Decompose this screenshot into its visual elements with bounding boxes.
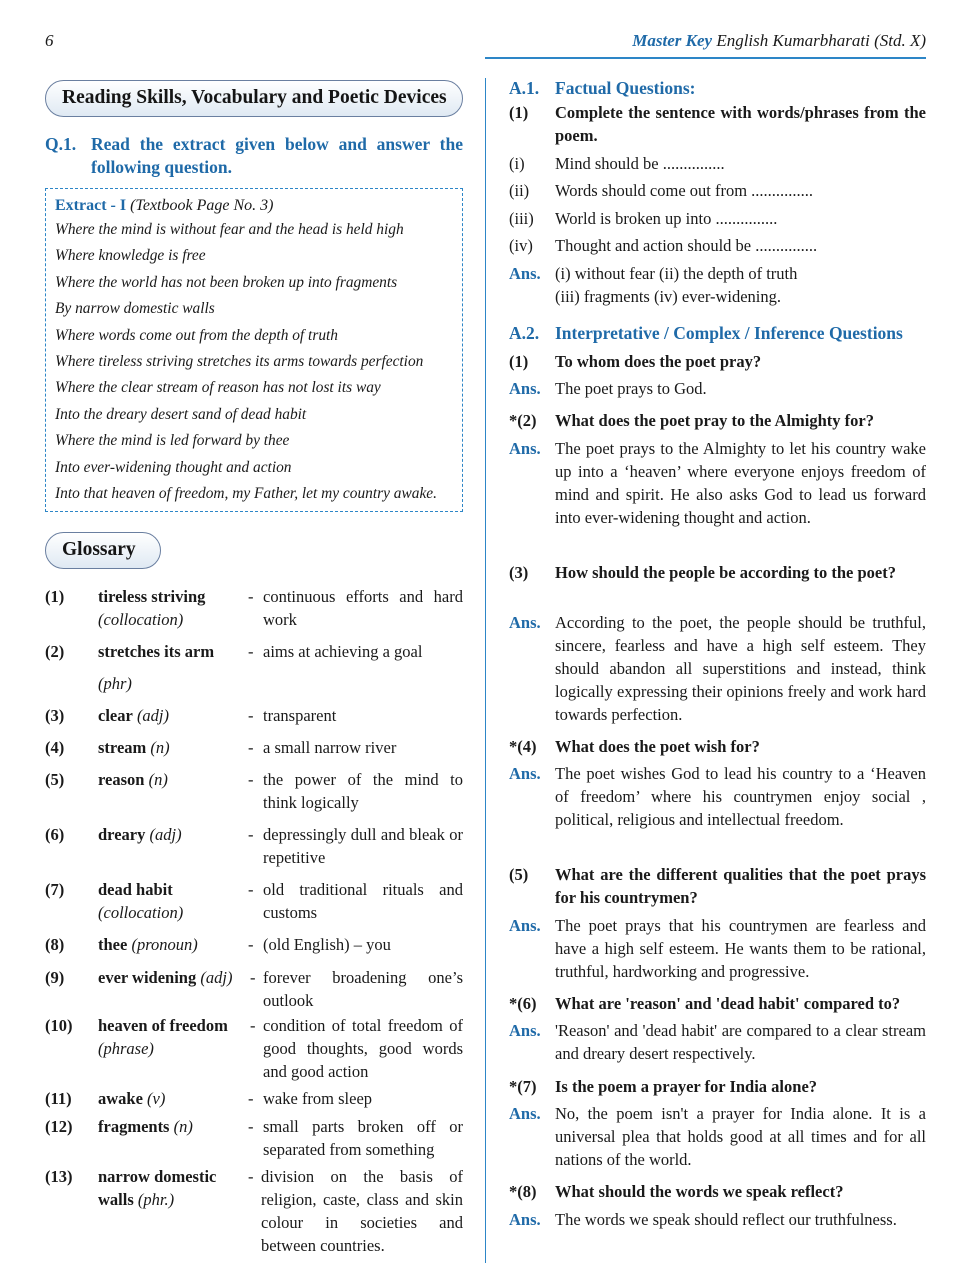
question-1 [45,133,463,179]
item-number: (iii) [509,209,534,228]
section-title: Interpretative / Complex / Inference Questions [555,323,903,343]
part-of-speech: (pronoun) [131,935,198,954]
glossary-definition: (old English) – you [263,935,391,954]
part-of-speech: (adj) [136,706,170,725]
question-text: Is the poem a prayer for India alone? [555,1077,818,1096]
glossary-term: heaven of freedom (phrase) [98,1014,253,1060]
question-text: How should the people be according to the poet? [555,563,897,582]
answer-text: The poet prays that his countrymen are fearless and have a high self esteem. He wants them to be rational, truthful, hardworking and progressive. [555,916,926,981]
part-of-speech: (phrase) [98,1039,154,1058]
part-of-speech: (adj) [200,968,233,987]
question-number: (5) [509,865,529,884]
glossary-definition: a small narrow river [263,738,397,757]
glossary-term: reason (n) [98,770,168,789]
answer-label: Ans. [509,916,541,935]
question-text: Read the extract given below and answer the following question. [91,134,463,177]
running-header [632,31,926,51]
glossary-definition: condition of total freedom of good thoughts, good words and good action [263,1016,463,1081]
glossary-dash: - [250,1016,256,1035]
glossary-definition: depressingly dull and bleak or repetitive [263,825,463,867]
glossary-term: fragments (n) [98,1117,193,1136]
glossary-number: (12) [45,1117,73,1136]
glossary-definition: the power of the mind to think logically [263,770,463,812]
question-text: What should the words we speak reflect? [555,1182,844,1201]
answer-label: Ans. [509,439,541,458]
glossary-dash: - [248,587,254,606]
glossary-term: thee (pronoun) [98,935,198,954]
answer-text: No, the poem isn't a prayer for India alone. It is a universal plea that holds good at all times and for all nations of the world. [555,1104,926,1169]
part-of-speech: (n) [148,770,168,789]
section-label: A.1. [509,78,540,98]
glossary-number: (8) [45,935,65,954]
question-number: Q.1. [45,134,77,154]
poem-line: Where the mind is without fear and the head is held high [55,221,404,238]
glossary-number: (5) [45,770,65,789]
answer-label: Ans. [509,1104,541,1123]
task-text: Complete the sentence with words/phrases from the poem. [555,103,926,145]
glossary-definition: wake from sleep [263,1089,373,1108]
header-rule [485,57,926,59]
part-of-speech: (phr.) [137,1190,175,1209]
poem-line: Into ever-widening thought and action [55,458,292,476]
answer-label: Ans. [509,613,541,632]
glossary-number: (3) [45,706,65,725]
glossary-definition: transparent [263,706,337,725]
answer-text: The words we speak should reflect our truthfulness. [555,1210,897,1229]
answer-label: Ans. [509,1021,541,1040]
question-text: To whom does the poet pray? [555,352,762,371]
poem-line: Into the dreary desert sand of dead habit [55,405,307,423]
extract-title [55,195,462,217]
glossary-definition: old traditional rituals and customs [263,880,463,922]
part-of-speech: (collocation) [98,903,184,922]
glossary-term: ever widening (adj) [98,968,233,987]
glossary-number: (7) [45,880,65,899]
poem-line: Into that heaven of freedom, my Father, let my country awake. [55,485,437,503]
brand-name: Master Key [632,31,713,50]
answer-text: The poet prays to God. [555,379,707,398]
extract-box [45,188,463,512]
question-number: *(4) [509,737,537,756]
glossary-dash: - [250,968,256,987]
part-of-speech: (collocation) [98,610,184,629]
page-number: 6 [45,31,54,50]
glossary-dash: - [248,706,254,725]
glossary-definition: aims at achieving a goal [263,642,423,661]
item-number: (iv) [509,236,533,255]
question-number: *(7) [509,1077,537,1096]
glossary-dash: - [248,642,254,661]
part-of-speech: (adj) [149,825,182,844]
extract-reference: (Textbook Page No. 3) [130,197,274,214]
book-title: English Kumarbharati (Std. X) [716,31,926,50]
glossary-dash: - [248,1117,254,1136]
glossary-definition: forever broadening one’s outlook [263,968,463,1010]
question-number: (3) [509,563,529,582]
poem-line: Where knowledge is free [55,247,206,265]
glossary-number: (2) [45,642,65,661]
part-of-speech: (n) [173,1117,193,1136]
glossary-dash: - [248,1089,254,1108]
part-of-speech: (v) [147,1089,166,1108]
glossary-number: (10) [45,1016,73,1035]
question-text: What does the poet wish for? [555,737,760,756]
poem-line: Where the mind is led forward by thee [55,432,290,450]
item-number: (ii) [509,181,530,200]
poem-line: Where the clear stream of reason has not lost its way [55,379,381,397]
glossary-dash: - [248,935,254,954]
poem-line: Where the world has not been broken up into fragments [55,273,398,291]
column-divider [485,78,486,1263]
poem-line: Where tireless striving stretches its arms towards perfection [55,353,424,371]
section-label: A.2. [509,323,540,343]
answer-text: The poet wishes God to lead his country to a ‘Heaven of freedom’ where his countrymen enjoy social , political, religious and intellectual freedom. [555,764,926,829]
glossary-term: stretches its arm (phr) [98,636,248,700]
glossary-number: (13) [45,1167,73,1186]
glossary-dash: - [248,738,254,757]
glossary-term: dead habit (collocation) [98,878,248,924]
part-of-speech: (n) [150,738,170,757]
answer-text: (i) without fear (ii) the depth of truth (iii) fragments (iv) ever-widening. [555,264,798,306]
poem-line: By narrow domestic walls [55,300,215,318]
glossary-number: (1) [45,587,65,606]
glossary-term: dreary (adj) [98,825,182,844]
part-of-speech: (phr) [98,674,132,693]
poem-line: Where words come out from the depth of truth [55,326,338,344]
glossary-term: tireless striving (collocation) [98,585,248,631]
glossary-definition: continuous efforts and hard work [263,587,463,629]
glossary-number: (9) [45,968,65,987]
task-number: (1) [509,103,529,122]
glossary-definition: division on the basis of religion, caste, class and skin colour in societies and between countries. [261,1167,463,1255]
glossary-term: clear (adj) [98,706,170,725]
answer-label: Ans. [509,1210,541,1229]
glossary-dash: - [248,825,254,844]
glossary-term: stream (n) [98,738,170,757]
glossary-definition: small parts broken off or separated from something [263,1117,463,1159]
glossary-heading: Glossary [45,532,161,569]
glossary-number: (11) [45,1089,72,1108]
answer-text: 'Reason' and 'dead habit' are compared to a clear stream and dreary desert respectively. [555,1021,926,1063]
question-number: *(8) [509,1182,537,1201]
item-number: (i) [509,154,525,173]
glossary-term: narrow domestic walls (phr.) [98,1167,217,1209]
answer-text: According to the poet, the people should be truthful, sincere, fearless and have a high self esteem. They should abandon all superstitions and instead, think logically expressing their opinions freely and work hard towards perfection. [555,613,926,724]
question-text: What does the poet pray to the Almighty for? [555,411,874,430]
glossary-term: awake (v) [98,1089,166,1108]
question-number: *(6) [509,994,537,1013]
section-heading: Reading Skills, Vocabulary and Poetic Devices [45,80,463,117]
answer-label: Ans. [509,379,541,398]
extract-label: Extract - I [55,197,127,214]
fill-blank-item: Mind should be ............... [555,154,725,173]
glossary-number: (4) [45,738,65,757]
glossary-dash: - [248,770,254,789]
glossary-dash: - [248,880,254,899]
question-number: *(2) [509,411,537,430]
fill-blank-item: Words should come out from ............... [555,181,814,200]
question-text: What are 'reason' and 'dead habit' compared to? [555,994,901,1013]
answer-text: The poet prays to the Almighty to let his country wake up into a ‘heaven’ where everyone enjoys freedom of mind and spirit. He also asks God to lead us forward into ever-widening thought and action. [555,439,926,527]
glossary-dash: - [248,1167,254,1186]
fill-blank-item: World is broken up into ............... [555,209,778,228]
glossary-number: (6) [45,825,65,844]
fill-blank-item: Thought and action should be ............... [555,236,818,255]
question-number: (1) [509,352,529,371]
section-title: Factual Questions: [555,78,696,98]
answer-label: Ans. [509,764,541,783]
question-text: What are the different qualities that the poet prays for his countrymen? [555,865,926,907]
answer-label: Ans. [509,264,541,283]
